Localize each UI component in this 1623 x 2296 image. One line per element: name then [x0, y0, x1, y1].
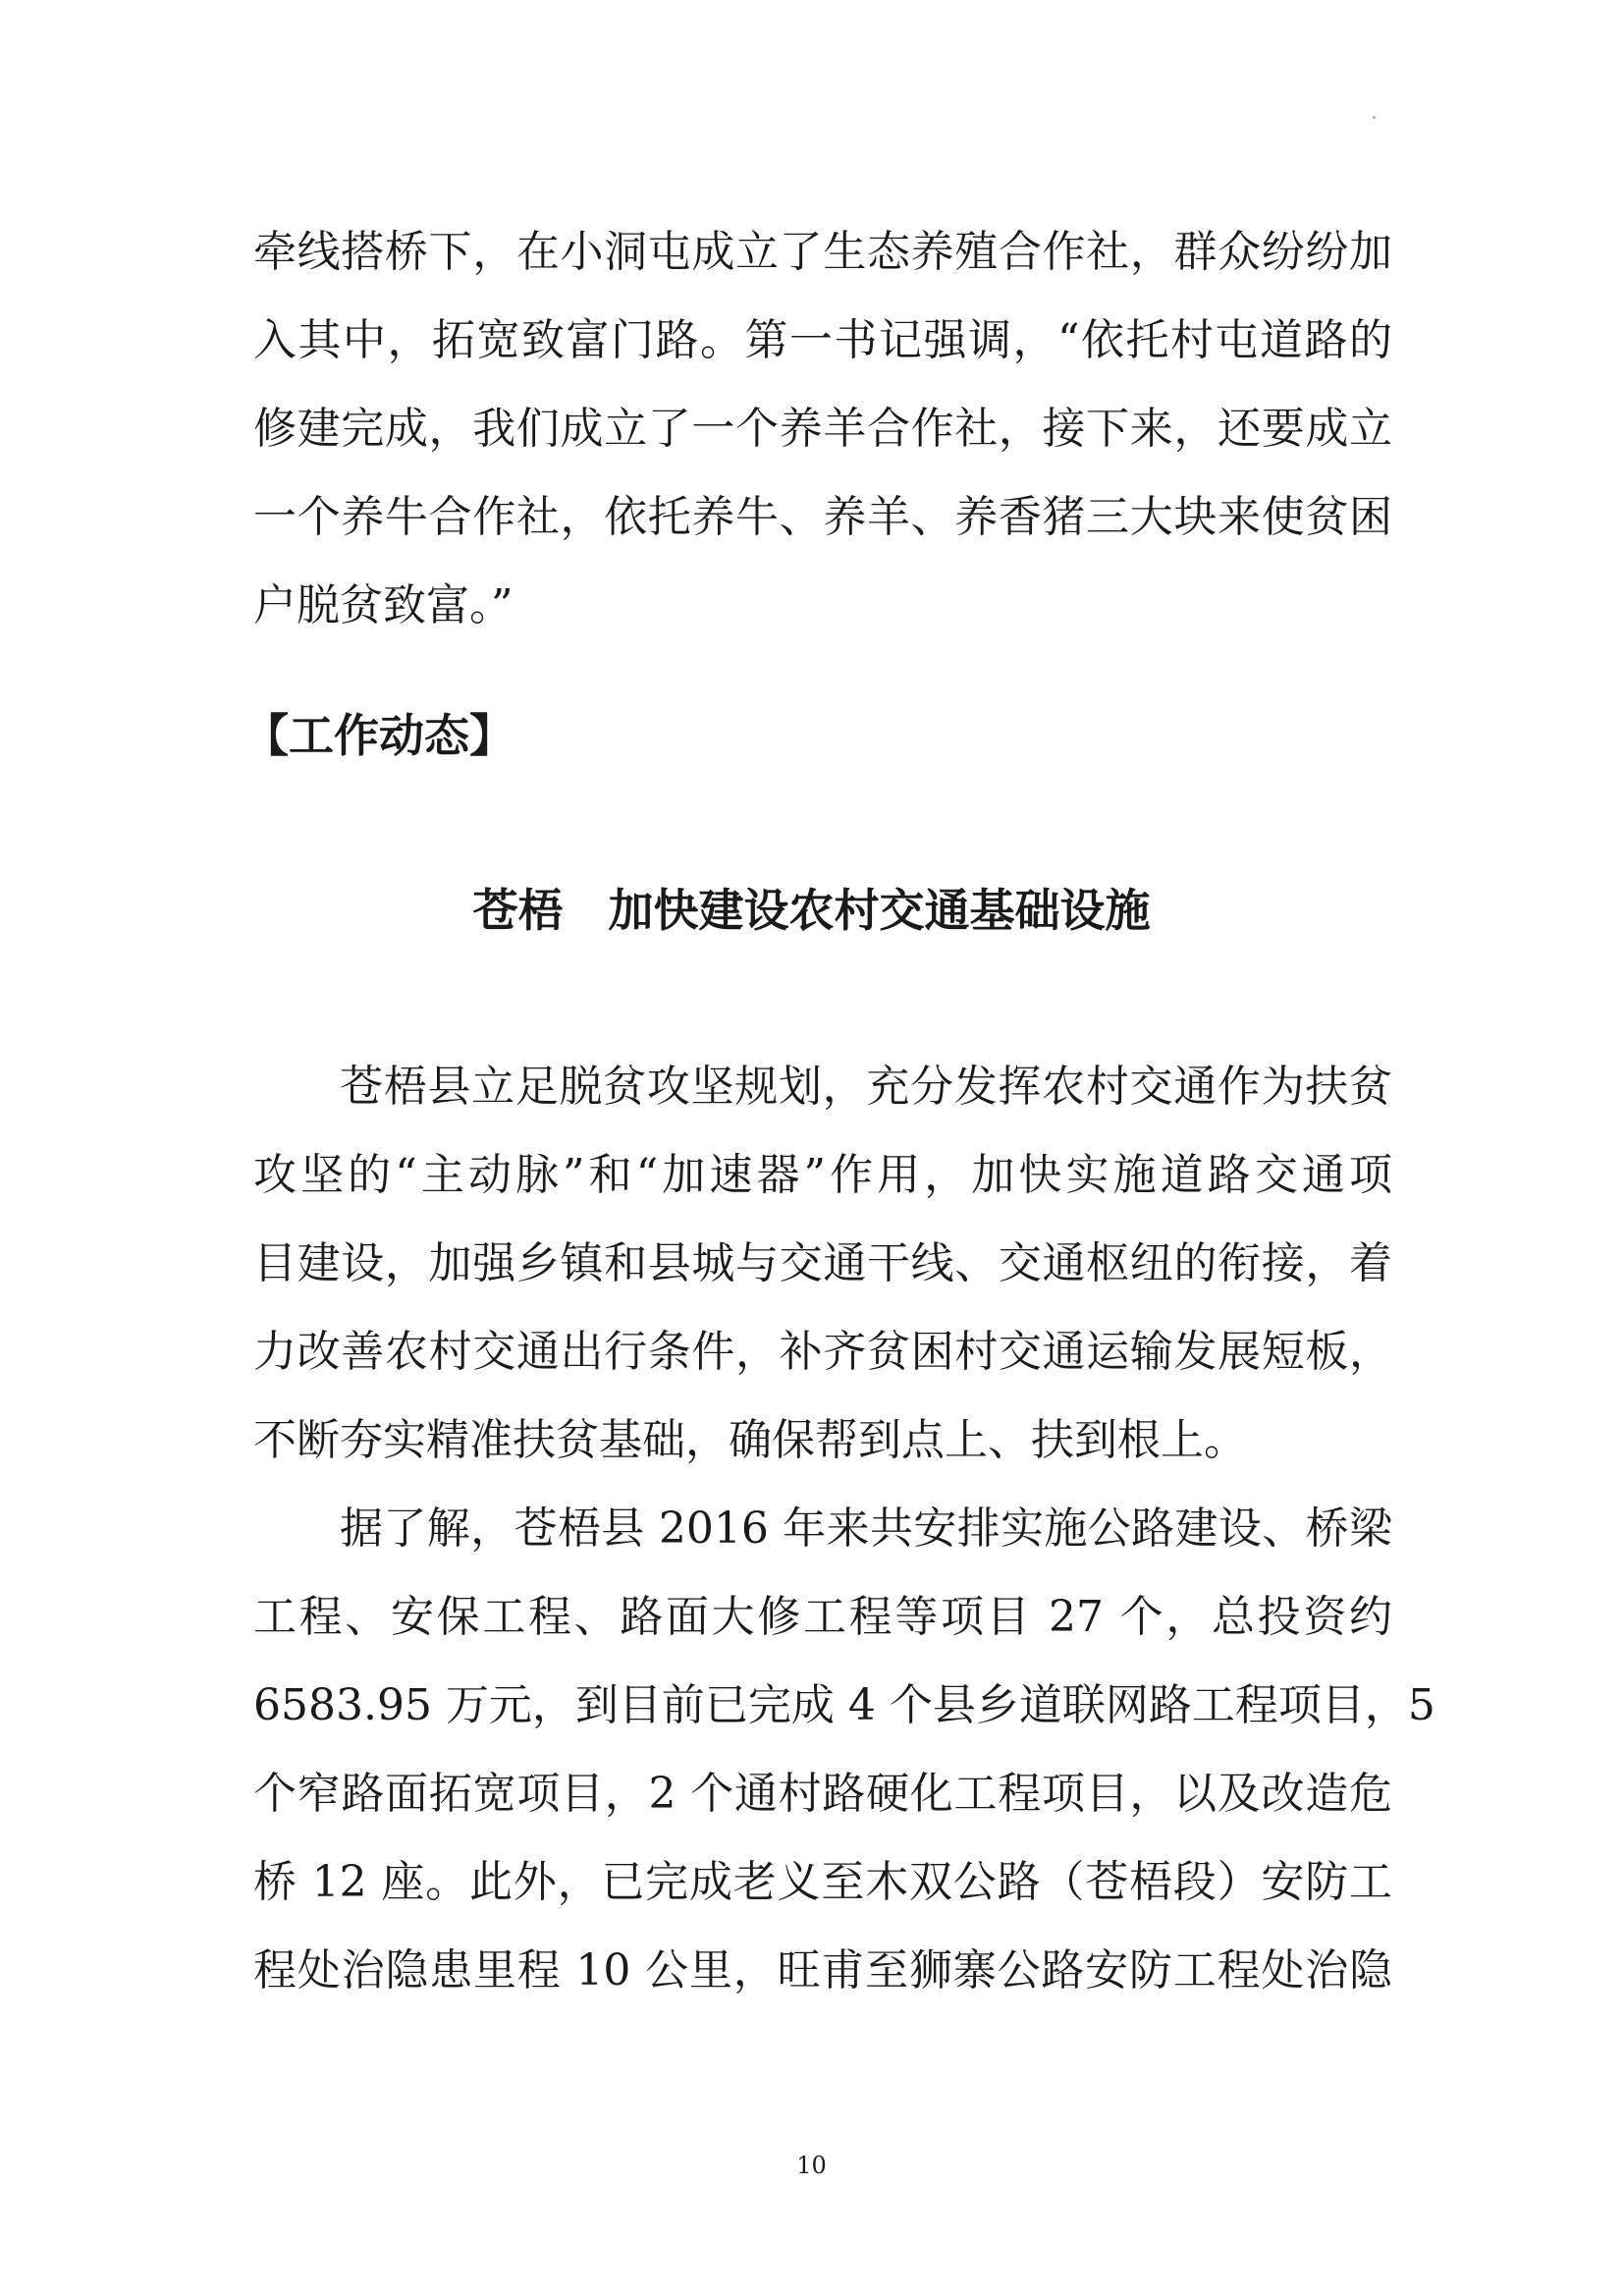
- p2-line-1: 据了解，苍梧县 2016 年来共安排实施公路建设、桥梁: [340, 1503, 1392, 1554]
- article-title: 苍梧 加快建设农村交通基础设施: [472, 884, 1151, 937]
- p2-line-3: 6583.95 万元，到目前已完成 4 个县乡道联网路工程项目，5: [253, 1680, 1435, 1730]
- p1-line-3: 目建设，加强乡镇和县城与交通干线、交通枢纽的衔接，着: [253, 1238, 1392, 1288]
- p2-line-2: 工程、安保工程、路面大修工程等项目 27 个，总投资约: [253, 1592, 1392, 1642]
- intro-line-4: 一个养牛合作社，依托养牛、养羊、养香猪三大块来使贫困: [253, 492, 1392, 542]
- p2-line-4: 个窄路面拓宽项目，2 个通村路硬化工程项目，以及改造危: [253, 1769, 1392, 1819]
- intro-line-3: 修建完成，我们成立了一个养羊合作社，接下来，还要成立: [253, 404, 1392, 454]
- intro-line-1: 牵线搭桥下，在小洞屯成立了生态养殖合作社，群众纷纷加: [253, 227, 1392, 277]
- p1-line-2: 攻坚的“主动脉”和“加速器”作用，加快实施道路交通项: [253, 1150, 1392, 1200]
- intro-line-2: 入其中，拓宽致富门路。第一书记强调，“依托村屯道路的: [253, 315, 1392, 365]
- p2-line-5: 桥 12 座。此外，已完成老义至木双公路（苍梧段）安防工: [253, 1857, 1392, 1907]
- p1-line-1: 苍梧县立足脱贫攻坚规划，充分发挥农村交通作为扶贫: [340, 1062, 1392, 1112]
- p2-line-6: 程处治隐患里程 10 公里，旺甫至狮寨公路安防工程处治隐: [253, 1945, 1392, 1995]
- p1-line-5: 不断夯实精准扶贫基础，确保帮到点上、扶到根上。: [253, 1415, 1247, 1465]
- scan-speck: [1373, 116, 1376, 119]
- p1-line-4: 力改善农村交通出行条件，补齐贫困村交通运输发展短板，: [253, 1327, 1392, 1377]
- page-number: 10: [796, 2152, 827, 2179]
- section-heading: 【工作动态】: [243, 709, 514, 762]
- intro-line-5: 户脱贫致富。”: [253, 580, 514, 630]
